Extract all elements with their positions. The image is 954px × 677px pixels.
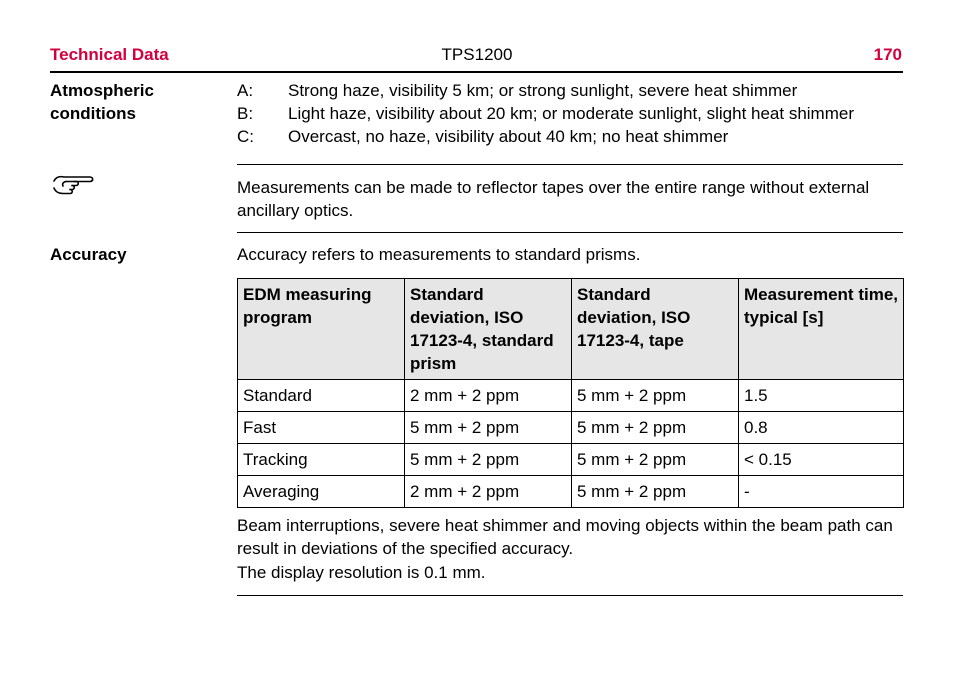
table-cell: Averaging [238, 476, 405, 508]
list-item [237, 125, 854, 148]
table-row [238, 476, 904, 508]
table-cell: Tracking [238, 444, 405, 476]
table-cell: 5 mm + 2 ppm [572, 444, 739, 476]
table-row [238, 444, 904, 476]
header-divider [50, 71, 903, 73]
list-item [237, 79, 854, 102]
list-item-text: Overcast, no haze, visibility about 40 km; no heat shimmer [288, 127, 729, 146]
atmospheric-conditions-list [237, 79, 854, 148]
table-cell: - [739, 476, 904, 508]
table-row [238, 380, 904, 412]
table-cell: 2 mm + 2 ppm [405, 476, 572, 508]
note-text: Measurements can be made to reflector tapes over the entire range without external ancillary optics. [237, 178, 870, 220]
table-cell: 5 mm + 2 ppm [405, 412, 572, 444]
table-cell: 1.5 [739, 380, 904, 412]
list-item-key: C: [237, 127, 254, 146]
accuracy-footnote: Beam interruptions, severe heat shimmer and moving objects within the beam path can result in deviations of the specified accuracy. [237, 516, 893, 558]
table-row [238, 412, 904, 444]
table-cell: Standard [238, 380, 405, 412]
table-cell: Fast [238, 412, 405, 444]
column-header: EDM measuring program [238, 279, 405, 380]
section-divider [237, 232, 903, 233]
list-item [237, 102, 854, 125]
display-resolution-note: The display resolution is 0.1 mm. [237, 563, 486, 582]
atmospheric-conditions-label: Atmospheric conditions [50, 81, 154, 123]
section-divider [237, 164, 903, 165]
accuracy-intro: Accuracy refers to measurements to standard prisms. [237, 245, 641, 264]
list-item-text: Light haze, visibility about 20 km; or moderate sunlight, slight heat shimmer [288, 104, 854, 123]
table-cell: 2 mm + 2 ppm [405, 380, 572, 412]
accuracy-table [237, 278, 904, 508]
pointing-hand-icon [52, 172, 96, 203]
column-header: Standard deviation, ISO 17123-4, tape [572, 279, 739, 380]
list-item-key: A: [237, 81, 254, 100]
document-title: TPS1200 [441, 45, 513, 64]
column-header: Standard deviation, ISO 17123-4, standard prism [405, 279, 572, 380]
table-header-row [238, 279, 904, 380]
accuracy-label: Accuracy [50, 245, 127, 264]
table-cell: 5 mm + 2 ppm [572, 380, 739, 412]
table-cell: 5 mm + 2 ppm [405, 444, 572, 476]
list-item-text: Strong haze, visibility 5 km; or strong sunlight, severe heat shimmer [288, 81, 798, 100]
column-header: Measurement time, typical [s] [739, 279, 904, 380]
list-item-key: B: [237, 104, 254, 123]
section-divider [237, 595, 903, 596]
page-number: 170 [873, 45, 902, 64]
section-title: Technical Data [50, 45, 169, 64]
table-cell: < 0.15 [739, 444, 904, 476]
table-cell: 5 mm + 2 ppm [572, 476, 739, 508]
table-cell: 5 mm + 2 ppm [572, 412, 739, 444]
table-cell: 0.8 [739, 412, 904, 444]
